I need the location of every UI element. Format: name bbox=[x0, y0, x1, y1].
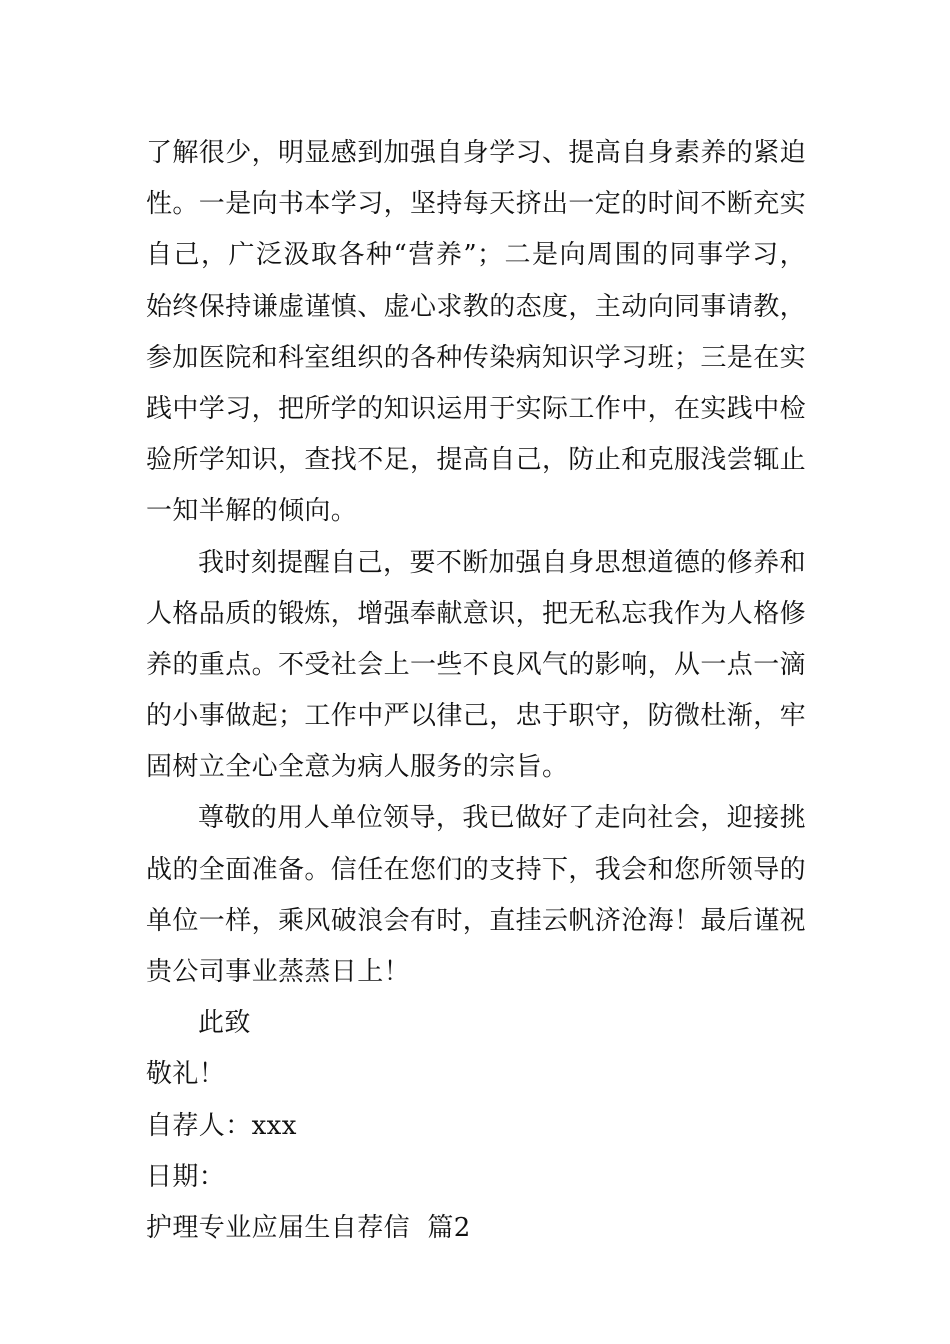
signer-label: 自荐人： bbox=[146, 1110, 252, 1141]
signer-line bbox=[146, 1101, 806, 1152]
text-line: 尊敬的用人单位领导，我已做好了走向社会，迎接挑 bbox=[198, 803, 806, 834]
paragraph-closing-wishes bbox=[146, 793, 806, 998]
paragraph-moral-cultivation bbox=[146, 538, 806, 794]
text-line: 我时刻提醒自己，要不断加强自身思想道德的修养和 bbox=[198, 547, 806, 578]
closing-phrase: 此致 bbox=[198, 1008, 251, 1039]
salutation: 敬礼！ bbox=[146, 1059, 226, 1090]
text-line: 验所学知识，查找不足，提高自己，防止和克服浅尝辄止 bbox=[146, 445, 807, 476]
text-line: 始终保持谦虚谨慎、虚心求教的态度，主动向同事请教， bbox=[146, 291, 807, 322]
next-section-heading: 护理专业应届生自荐信 篇2 bbox=[146, 1212, 471, 1243]
text-line: 养的重点。不受社会上一些不良风气的影响，从一点一滴 bbox=[146, 649, 807, 680]
text-line: 自己，广泛汲取各种“营养”；二是向周围的同事学习， bbox=[146, 240, 806, 271]
text-line: 了解很少，明显感到加强自身学习、提高自身素养的紧迫 bbox=[146, 138, 807, 168]
date-line: 日期： bbox=[146, 1161, 226, 1192]
text-line: 一知半解的倾向。 bbox=[146, 496, 358, 527]
text-line: 战的全面准备。信任在您们的支持下，我会和您所领导的 bbox=[146, 854, 807, 885]
text-line: 性。一是向书本学习，坚持每天挤出一定的时间不断充实 bbox=[146, 189, 807, 220]
text-line: 单位一样，乘风破浪会有时，直挂云帆济沧海！最后谨祝 bbox=[146, 905, 807, 936]
paragraph-self-study bbox=[146, 128, 806, 538]
text-line: 践中学习，把所学的知识运用于实际工作中，在实践中检 bbox=[146, 393, 807, 424]
text-line: 人格品质的锻炼，增强奉献意识，把无私忘我作为人格修 bbox=[146, 598, 807, 629]
text-line: 固树立全心全意为病人服务的宗旨。 bbox=[146, 752, 569, 783]
text-line: 参加医院和科室组织的各种传染病知识学习班；三是在实 bbox=[146, 342, 807, 373]
text-line: 的小事做起；工作中严以律己，忠于职守，防微杜渐，牢 bbox=[146, 701, 807, 732]
text-line: 贵公司事业蒸蒸日上！ bbox=[146, 957, 411, 987]
letter-body bbox=[146, 128, 806, 1254]
signer-name: xxx bbox=[251, 1110, 297, 1141]
